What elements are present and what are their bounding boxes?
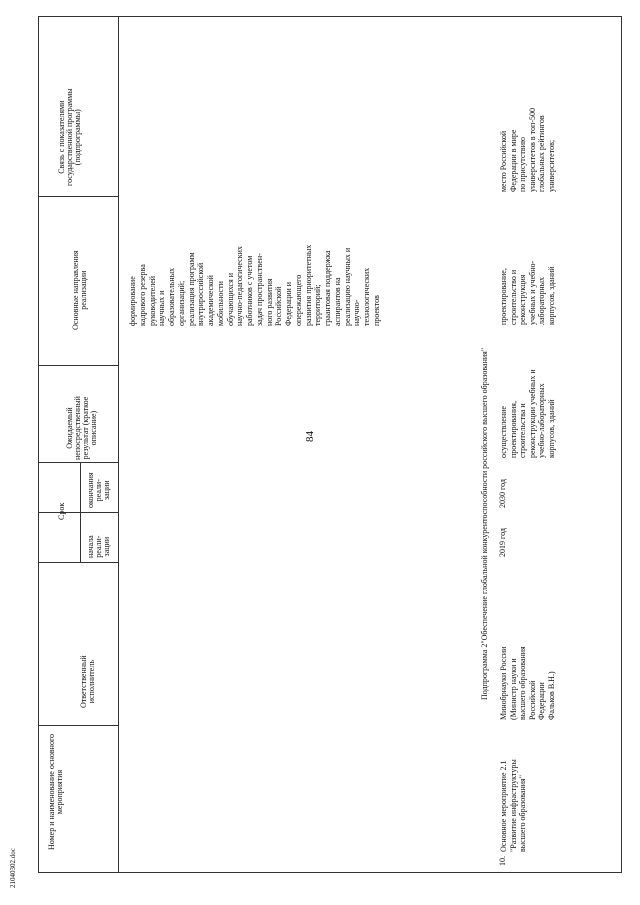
table-border-right [621, 16, 622, 872]
header-directions: Основные направления реализации [71, 250, 88, 330]
row-indicator-link: место Российской Федерации в мире по присутствию университетов в топ-500 глобальных рейтингов университетов; [499, 107, 556, 192]
header-srok: Срок [57, 502, 66, 520]
table-border-top [38, 16, 622, 17]
col-divider-1 [38, 725, 119, 726]
row-number: 10. [498, 856, 507, 866]
header-expected-result: Ожидаемый непосредственный результат (краткое описание) [65, 396, 98, 460]
col-divider-3 [38, 512, 119, 513]
row-activity-name: Основное мероприятие 2.1 "Развитие инфраструктуры высшего образования" [499, 759, 528, 852]
cell-directions-continued: формирование кадрового резерва руководителей научных и образовательных организаций; реализация программ внутрироссийской академической мобильности обучающихся и научно-педагогических работников с учетом задач пространствен- ного развития Российской Федерации и опережающего развития приоритетных территорий; граантовая поддержка аспирантов на реализацию научных и научно- технологических проектов [128, 244, 381, 326]
col-divider-2 [38, 562, 119, 563]
col-divider-6 [38, 196, 119, 197]
table-border-bottom [38, 872, 622, 873]
footer-file-code: 2104030​2.doc [9, 848, 17, 888]
header-responsible: Ответственный исполнитель [79, 655, 96, 708]
row-expected-result: осуществление проектирования, строительства и реконструкции учебных и учебно-лабораторных корпусов, зданий [499, 369, 556, 458]
srok-subline [80, 462, 81, 563]
header-bottom-line [118, 16, 119, 872]
header-number-name: Номер и наименование основного мероприятия [47, 733, 64, 850]
row-start-year: 2019 год [498, 528, 507, 557]
table-border-left [38, 16, 39, 872]
row-directions: проектирование, строительство и реконструкция учебных и учебно- лабораторных корпусов, зданий [499, 260, 556, 325]
col-divider-4 [38, 462, 119, 463]
row-end-year: 2030 год [498, 479, 507, 508]
header-indicator-link: Связь с показателями государственной программы (подпрограммы) [57, 88, 82, 186]
row-responsible: Минобрнауки России (Министр науки и высшего образования Российской Федерации Фальков В.Н.) [499, 646, 556, 720]
header-end: окончания реали- зации [86, 472, 111, 508]
col-divider-5 [38, 365, 119, 366]
subprogram-title: Подпрограмма 2"Обеспечение глобальной конкурентоспособности российского высшего образования" [480, 347, 489, 700]
header-start: начала реали- зации [86, 535, 111, 558]
page-number: 84 [304, 431, 316, 442]
